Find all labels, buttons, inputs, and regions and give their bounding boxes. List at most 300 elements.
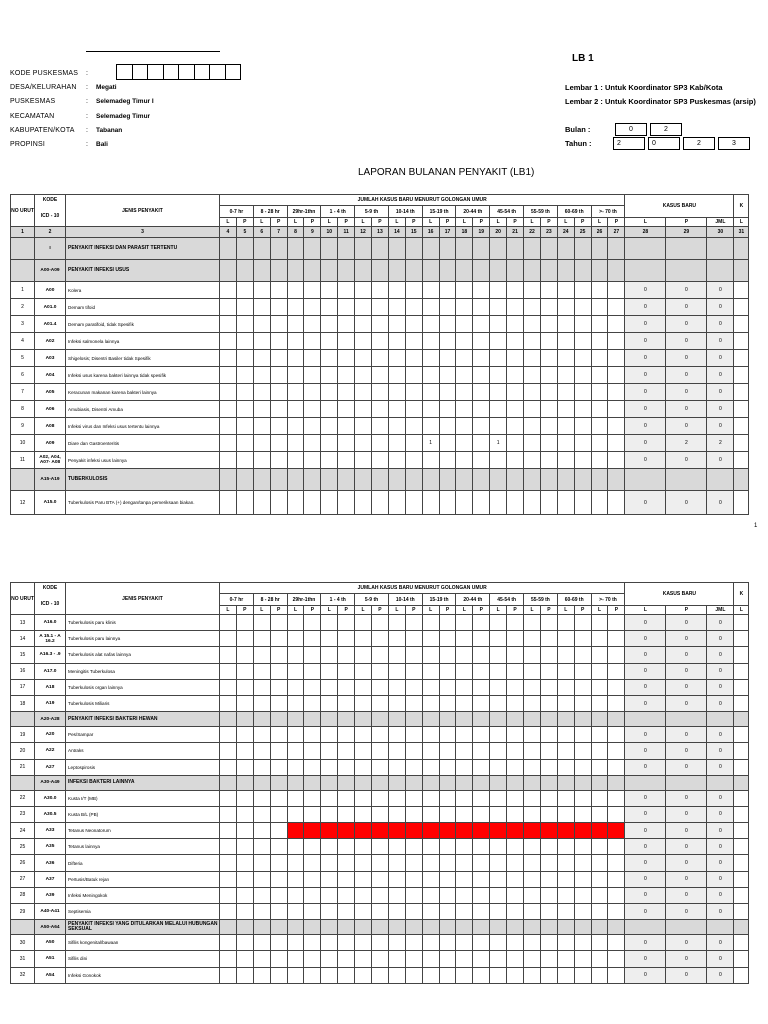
age-cell[interactable]	[490, 823, 507, 839]
age-cell[interactable]	[608, 806, 625, 822]
age-cell[interactable]	[338, 333, 355, 350]
age-cell[interactable]	[422, 823, 439, 839]
age-cell[interactable]	[270, 469, 287, 491]
age-cell[interactable]	[422, 759, 439, 775]
k-cell[interactable]	[734, 367, 749, 384]
age-cell[interactable]	[591, 871, 608, 887]
age-cell[interactable]	[557, 759, 574, 775]
age-cell[interactable]	[236, 631, 253, 647]
age-cell[interactable]	[490, 350, 507, 367]
age-cell[interactable]	[540, 631, 557, 647]
age-cell[interactable]	[220, 350, 237, 367]
age-cell[interactable]	[220, 904, 237, 920]
age-cell[interactable]	[574, 904, 591, 920]
age-cell[interactable]	[507, 316, 524, 333]
age-cell[interactable]	[321, 951, 338, 967]
age-cell[interactable]	[388, 663, 405, 679]
age-cell[interactable]	[304, 316, 321, 333]
age-cell[interactable]	[270, 712, 287, 727]
age-cell[interactable]	[220, 823, 237, 839]
age-cell[interactable]	[287, 790, 304, 806]
age-cell[interactable]	[355, 631, 372, 647]
age-cell[interactable]	[405, 679, 422, 695]
age-cell[interactable]	[456, 759, 473, 775]
age-cell[interactable]	[557, 384, 574, 401]
age-cell[interactable]	[405, 712, 422, 727]
age-cell[interactable]	[236, 855, 253, 871]
age-cell[interactable]	[287, 299, 304, 316]
age-cell[interactable]	[338, 647, 355, 663]
age-cell[interactable]	[236, 367, 253, 384]
age-cell[interactable]	[270, 727, 287, 743]
age-cell[interactable]	[591, 823, 608, 839]
age-cell[interactable]	[473, 712, 490, 727]
age-cell[interactable]	[321, 384, 338, 401]
age-cell[interactable]	[456, 333, 473, 350]
age-cell[interactable]	[422, 384, 439, 401]
tahun-digit-2[interactable]: 0	[648, 137, 680, 150]
age-cell[interactable]	[220, 333, 237, 350]
age-cell[interactable]	[456, 615, 473, 631]
age-cell[interactable]	[439, 282, 456, 299]
age-cell[interactable]	[287, 238, 304, 260]
age-cell[interactable]	[524, 712, 541, 727]
age-cell[interactable]	[236, 647, 253, 663]
age-cell[interactable]	[557, 855, 574, 871]
age-cell[interactable]	[608, 418, 625, 435]
age-cell[interactable]	[540, 920, 557, 935]
age-cell[interactable]	[338, 967, 355, 983]
age-cell[interactable]	[524, 920, 541, 935]
age-cell[interactable]	[456, 727, 473, 743]
age-cell[interactable]	[557, 904, 574, 920]
age-cell[interactable]	[524, 491, 541, 515]
age-cell[interactable]	[540, 695, 557, 711]
age-cell[interactable]	[372, 367, 389, 384]
age-cell[interactable]	[253, 401, 270, 418]
age-cell[interactable]	[372, 679, 389, 695]
age-cell[interactable]	[456, 887, 473, 903]
age-cell[interactable]	[591, 695, 608, 711]
age-cell[interactable]	[524, 452, 541, 469]
age-cell[interactable]	[540, 887, 557, 903]
age-cell[interactable]	[422, 316, 439, 333]
age-cell[interactable]	[236, 663, 253, 679]
age-cell[interactable]	[253, 316, 270, 333]
age-cell[interactable]	[608, 452, 625, 469]
age-cell[interactable]	[372, 920, 389, 935]
age-cell[interactable]	[338, 712, 355, 727]
age-cell[interactable]	[540, 260, 557, 282]
age-cell[interactable]	[591, 350, 608, 367]
age-cell[interactable]	[372, 695, 389, 711]
age-cell[interactable]	[439, 367, 456, 384]
age-cell[interactable]	[591, 384, 608, 401]
age-cell[interactable]	[321, 350, 338, 367]
age-cell[interactable]	[372, 615, 389, 631]
age-cell[interactable]	[304, 855, 321, 871]
age-cell[interactable]	[220, 299, 237, 316]
age-cell[interactable]	[355, 920, 372, 935]
age-cell[interactable]	[220, 951, 237, 967]
age-cell[interactable]	[304, 647, 321, 663]
age-cell[interactable]	[236, 871, 253, 887]
age-cell[interactable]	[608, 631, 625, 647]
age-cell[interactable]	[253, 695, 270, 711]
age-cell[interactable]	[270, 855, 287, 871]
age-cell[interactable]	[456, 350, 473, 367]
age-cell[interactable]	[439, 759, 456, 775]
age-cell[interactable]	[253, 759, 270, 775]
age-cell[interactable]	[422, 333, 439, 350]
age-cell[interactable]	[557, 775, 574, 790]
age-cell[interactable]	[507, 663, 524, 679]
age-cell[interactable]	[321, 823, 338, 839]
age-cell[interactable]	[456, 855, 473, 871]
age-cell[interactable]	[236, 695, 253, 711]
age-cell[interactable]	[355, 712, 372, 727]
age-cell[interactable]	[557, 727, 574, 743]
age-cell[interactable]	[236, 316, 253, 333]
age-cell[interactable]	[456, 871, 473, 887]
age-cell[interactable]	[236, 790, 253, 806]
age-cell[interactable]	[388, 367, 405, 384]
age-cell[interactable]	[608, 887, 625, 903]
age-cell[interactable]	[338, 350, 355, 367]
age-cell[interactable]	[405, 401, 422, 418]
age-cell[interactable]	[490, 491, 507, 515]
age-cell[interactable]	[236, 615, 253, 631]
age-cell[interactable]	[574, 806, 591, 822]
age-cell[interactable]	[405, 350, 422, 367]
age-cell[interactable]	[591, 920, 608, 935]
age-cell[interactable]	[405, 663, 422, 679]
age-cell[interactable]	[574, 839, 591, 855]
age-cell[interactable]	[253, 418, 270, 435]
age-cell[interactable]	[507, 238, 524, 260]
age-cell[interactable]	[507, 260, 524, 282]
k-cell[interactable]	[734, 350, 749, 367]
age-cell[interactable]	[507, 887, 524, 903]
age-cell[interactable]	[574, 743, 591, 759]
age-cell[interactable]	[236, 299, 253, 316]
age-cell[interactable]	[473, 647, 490, 663]
age-cell[interactable]	[287, 418, 304, 435]
age-cell[interactable]	[507, 871, 524, 887]
age-cell[interactable]	[574, 855, 591, 871]
age-cell[interactable]	[490, 839, 507, 855]
age-cell[interactable]	[574, 663, 591, 679]
age-cell[interactable]	[490, 727, 507, 743]
age-cell[interactable]	[321, 333, 338, 350]
age-cell[interactable]	[270, 967, 287, 983]
age-cell[interactable]	[220, 418, 237, 435]
age-cell[interactable]	[304, 871, 321, 887]
k-cell[interactable]	[734, 260, 749, 282]
k-cell[interactable]	[734, 887, 749, 903]
age-cell[interactable]	[608, 871, 625, 887]
age-cell[interactable]	[388, 935, 405, 951]
k-cell[interactable]	[734, 491, 749, 515]
age-cell[interactable]	[422, 350, 439, 367]
age-cell[interactable]	[439, 679, 456, 695]
age-cell[interactable]	[304, 238, 321, 260]
age-cell[interactable]	[574, 887, 591, 903]
age-cell[interactable]	[405, 333, 422, 350]
age-cell[interactable]	[321, 855, 338, 871]
age-cell[interactable]	[473, 679, 490, 695]
age-cell[interactable]	[220, 775, 237, 790]
age-cell[interactable]	[473, 631, 490, 647]
age-cell[interactable]	[473, 350, 490, 367]
age-cell[interactable]	[507, 806, 524, 822]
age-cell[interactable]	[372, 823, 389, 839]
age-cell[interactable]	[422, 260, 439, 282]
age-cell[interactable]	[540, 452, 557, 469]
age-cell[interactable]	[220, 469, 237, 491]
age-cell[interactable]	[608, 743, 625, 759]
age-cell[interactable]	[439, 920, 456, 935]
age-cell[interactable]	[405, 631, 422, 647]
age-cell[interactable]	[591, 418, 608, 435]
age-cell[interactable]	[270, 631, 287, 647]
age-cell[interactable]	[574, 775, 591, 790]
age-cell[interactable]	[608, 679, 625, 695]
age-cell[interactable]	[524, 904, 541, 920]
k-cell[interactable]	[734, 401, 749, 418]
age-cell[interactable]	[253, 951, 270, 967]
age-cell[interactable]	[321, 904, 338, 920]
age-cell[interactable]	[608, 712, 625, 727]
age-cell[interactable]	[236, 401, 253, 418]
age-cell[interactable]	[490, 452, 507, 469]
age-cell[interactable]	[355, 951, 372, 967]
age-cell[interactable]	[591, 904, 608, 920]
age-cell[interactable]	[608, 759, 625, 775]
age-cell[interactable]	[372, 839, 389, 855]
age-cell[interactable]	[540, 712, 557, 727]
age-cell[interactable]	[524, 282, 541, 299]
age-cell[interactable]	[220, 238, 237, 260]
age-cell[interactable]	[456, 435, 473, 452]
age-cell[interactable]	[372, 452, 389, 469]
age-cell[interactable]	[439, 806, 456, 822]
age-cell[interactable]	[321, 935, 338, 951]
age-cell[interactable]	[574, 679, 591, 695]
age-cell[interactable]	[287, 855, 304, 871]
age-cell[interactable]	[270, 647, 287, 663]
age-cell[interactable]	[405, 615, 422, 631]
age-cell[interactable]	[591, 806, 608, 822]
age-cell[interactable]	[473, 299, 490, 316]
age-cell[interactable]	[557, 951, 574, 967]
age-cell[interactable]	[490, 615, 507, 631]
age-cell[interactable]	[220, 384, 237, 401]
age-cell[interactable]	[574, 384, 591, 401]
age-cell[interactable]	[304, 904, 321, 920]
age-cell[interactable]	[557, 823, 574, 839]
age-cell[interactable]	[439, 712, 456, 727]
age-cell[interactable]	[405, 695, 422, 711]
age-cell[interactable]	[405, 316, 422, 333]
age-cell[interactable]	[608, 333, 625, 350]
age-cell[interactable]	[473, 452, 490, 469]
bulan-digit-2[interactable]: 2	[650, 123, 682, 136]
age-cell[interactable]	[507, 469, 524, 491]
age-cell[interactable]	[507, 727, 524, 743]
age-cell[interactable]	[253, 435, 270, 452]
age-cell[interactable]	[490, 418, 507, 435]
age-cell[interactable]	[524, 775, 541, 790]
k-cell[interactable]	[734, 238, 749, 260]
age-cell[interactable]	[355, 663, 372, 679]
age-cell[interactable]	[524, 316, 541, 333]
age-cell[interactable]	[524, 333, 541, 350]
age-cell[interactable]	[507, 790, 524, 806]
age-cell[interactable]	[591, 663, 608, 679]
age-cell[interactable]	[422, 839, 439, 855]
age-cell[interactable]	[456, 647, 473, 663]
age-cell[interactable]	[355, 887, 372, 903]
age-cell[interactable]	[473, 469, 490, 491]
k-cell[interactable]	[734, 679, 749, 695]
age-cell[interactable]	[338, 904, 355, 920]
age-cell[interactable]	[355, 316, 372, 333]
age-cell[interactable]	[574, 920, 591, 935]
age-cell[interactable]	[355, 935, 372, 951]
age-cell[interactable]	[372, 238, 389, 260]
age-cell[interactable]	[608, 823, 625, 839]
age-cell[interactable]	[355, 401, 372, 418]
age-cell[interactable]	[338, 855, 355, 871]
age-cell[interactable]	[540, 350, 557, 367]
age-cell[interactable]	[236, 935, 253, 951]
age-cell[interactable]	[287, 491, 304, 515]
k-cell[interactable]	[734, 759, 749, 775]
age-cell[interactable]	[524, 727, 541, 743]
age-cell[interactable]	[287, 935, 304, 951]
k-cell[interactable]	[734, 806, 749, 822]
age-cell[interactable]	[507, 695, 524, 711]
age-cell[interactable]	[253, 935, 270, 951]
age-cell[interactable]	[220, 695, 237, 711]
age-cell[interactable]	[220, 647, 237, 663]
age-cell[interactable]	[422, 401, 439, 418]
age-cell[interactable]	[388, 887, 405, 903]
age-cell[interactable]	[591, 631, 608, 647]
age-cell[interactable]	[439, 951, 456, 967]
age-cell[interactable]	[490, 712, 507, 727]
age-cell[interactable]	[608, 967, 625, 983]
age-cell[interactable]	[608, 260, 625, 282]
age-cell[interactable]	[524, 435, 541, 452]
age-cell[interactable]	[287, 469, 304, 491]
age-cell[interactable]	[608, 401, 625, 418]
age-cell[interactable]	[321, 452, 338, 469]
age-cell[interactable]	[304, 452, 321, 469]
age-cell[interactable]	[507, 920, 524, 935]
age-cell[interactable]	[422, 806, 439, 822]
age-cell[interactable]	[422, 904, 439, 920]
age-cell[interactable]	[574, 282, 591, 299]
age-cell[interactable]	[524, 806, 541, 822]
age-cell[interactable]	[388, 615, 405, 631]
age-cell[interactable]	[220, 759, 237, 775]
age-cell[interactable]	[473, 333, 490, 350]
age-cell[interactable]	[473, 887, 490, 903]
k-cell[interactable]	[734, 823, 749, 839]
age-cell[interactable]	[557, 299, 574, 316]
age-cell[interactable]	[338, 435, 355, 452]
age-cell[interactable]	[405, 384, 422, 401]
age-cell[interactable]	[270, 333, 287, 350]
age-cell[interactable]	[591, 759, 608, 775]
age-cell[interactable]	[355, 282, 372, 299]
age-cell[interactable]	[287, 887, 304, 903]
age-cell[interactable]	[405, 920, 422, 935]
age-cell[interactable]	[405, 452, 422, 469]
k-cell[interactable]	[734, 384, 749, 401]
age-cell[interactable]	[304, 712, 321, 727]
age-cell[interactable]	[490, 904, 507, 920]
age-cell[interactable]	[304, 367, 321, 384]
age-cell[interactable]	[355, 299, 372, 316]
age-cell[interactable]	[236, 260, 253, 282]
age-cell[interactable]	[557, 452, 574, 469]
age-cell[interactable]	[608, 299, 625, 316]
age-cell[interactable]	[507, 712, 524, 727]
age-cell[interactable]	[540, 823, 557, 839]
age-cell[interactable]	[507, 333, 524, 350]
age-cell[interactable]	[490, 951, 507, 967]
k-cell[interactable]	[734, 743, 749, 759]
k-cell[interactable]	[734, 727, 749, 743]
age-cell[interactable]	[557, 871, 574, 887]
age-cell[interactable]	[304, 967, 321, 983]
age-cell[interactable]	[473, 759, 490, 775]
age-cell[interactable]	[355, 743, 372, 759]
age-cell[interactable]	[490, 469, 507, 491]
age-cell[interactable]	[524, 469, 541, 491]
age-cell[interactable]	[355, 790, 372, 806]
age-cell[interactable]	[456, 679, 473, 695]
age-cell[interactable]	[439, 401, 456, 418]
age-cell[interactable]	[608, 855, 625, 871]
tahun-digit-1[interactable]: 2	[613, 137, 645, 150]
age-cell[interactable]	[540, 316, 557, 333]
age-cell[interactable]	[490, 647, 507, 663]
age-cell[interactable]	[557, 316, 574, 333]
age-cell[interactable]	[524, 790, 541, 806]
age-cell[interactable]	[456, 469, 473, 491]
age-cell[interactable]	[591, 435, 608, 452]
age-cell[interactable]	[540, 282, 557, 299]
age-cell[interactable]	[304, 384, 321, 401]
age-cell[interactable]	[338, 920, 355, 935]
age-cell[interactable]	[422, 920, 439, 935]
age-cell[interactable]	[388, 418, 405, 435]
age-cell[interactable]	[236, 806, 253, 822]
age-cell[interactable]	[507, 743, 524, 759]
age-cell[interactable]	[608, 647, 625, 663]
age-cell[interactable]	[220, 790, 237, 806]
age-cell[interactable]	[524, 647, 541, 663]
age-cell[interactable]	[540, 435, 557, 452]
age-cell[interactable]	[372, 743, 389, 759]
age-cell[interactable]	[507, 951, 524, 967]
age-cell[interactable]	[355, 435, 372, 452]
age-cell[interactable]	[540, 401, 557, 418]
